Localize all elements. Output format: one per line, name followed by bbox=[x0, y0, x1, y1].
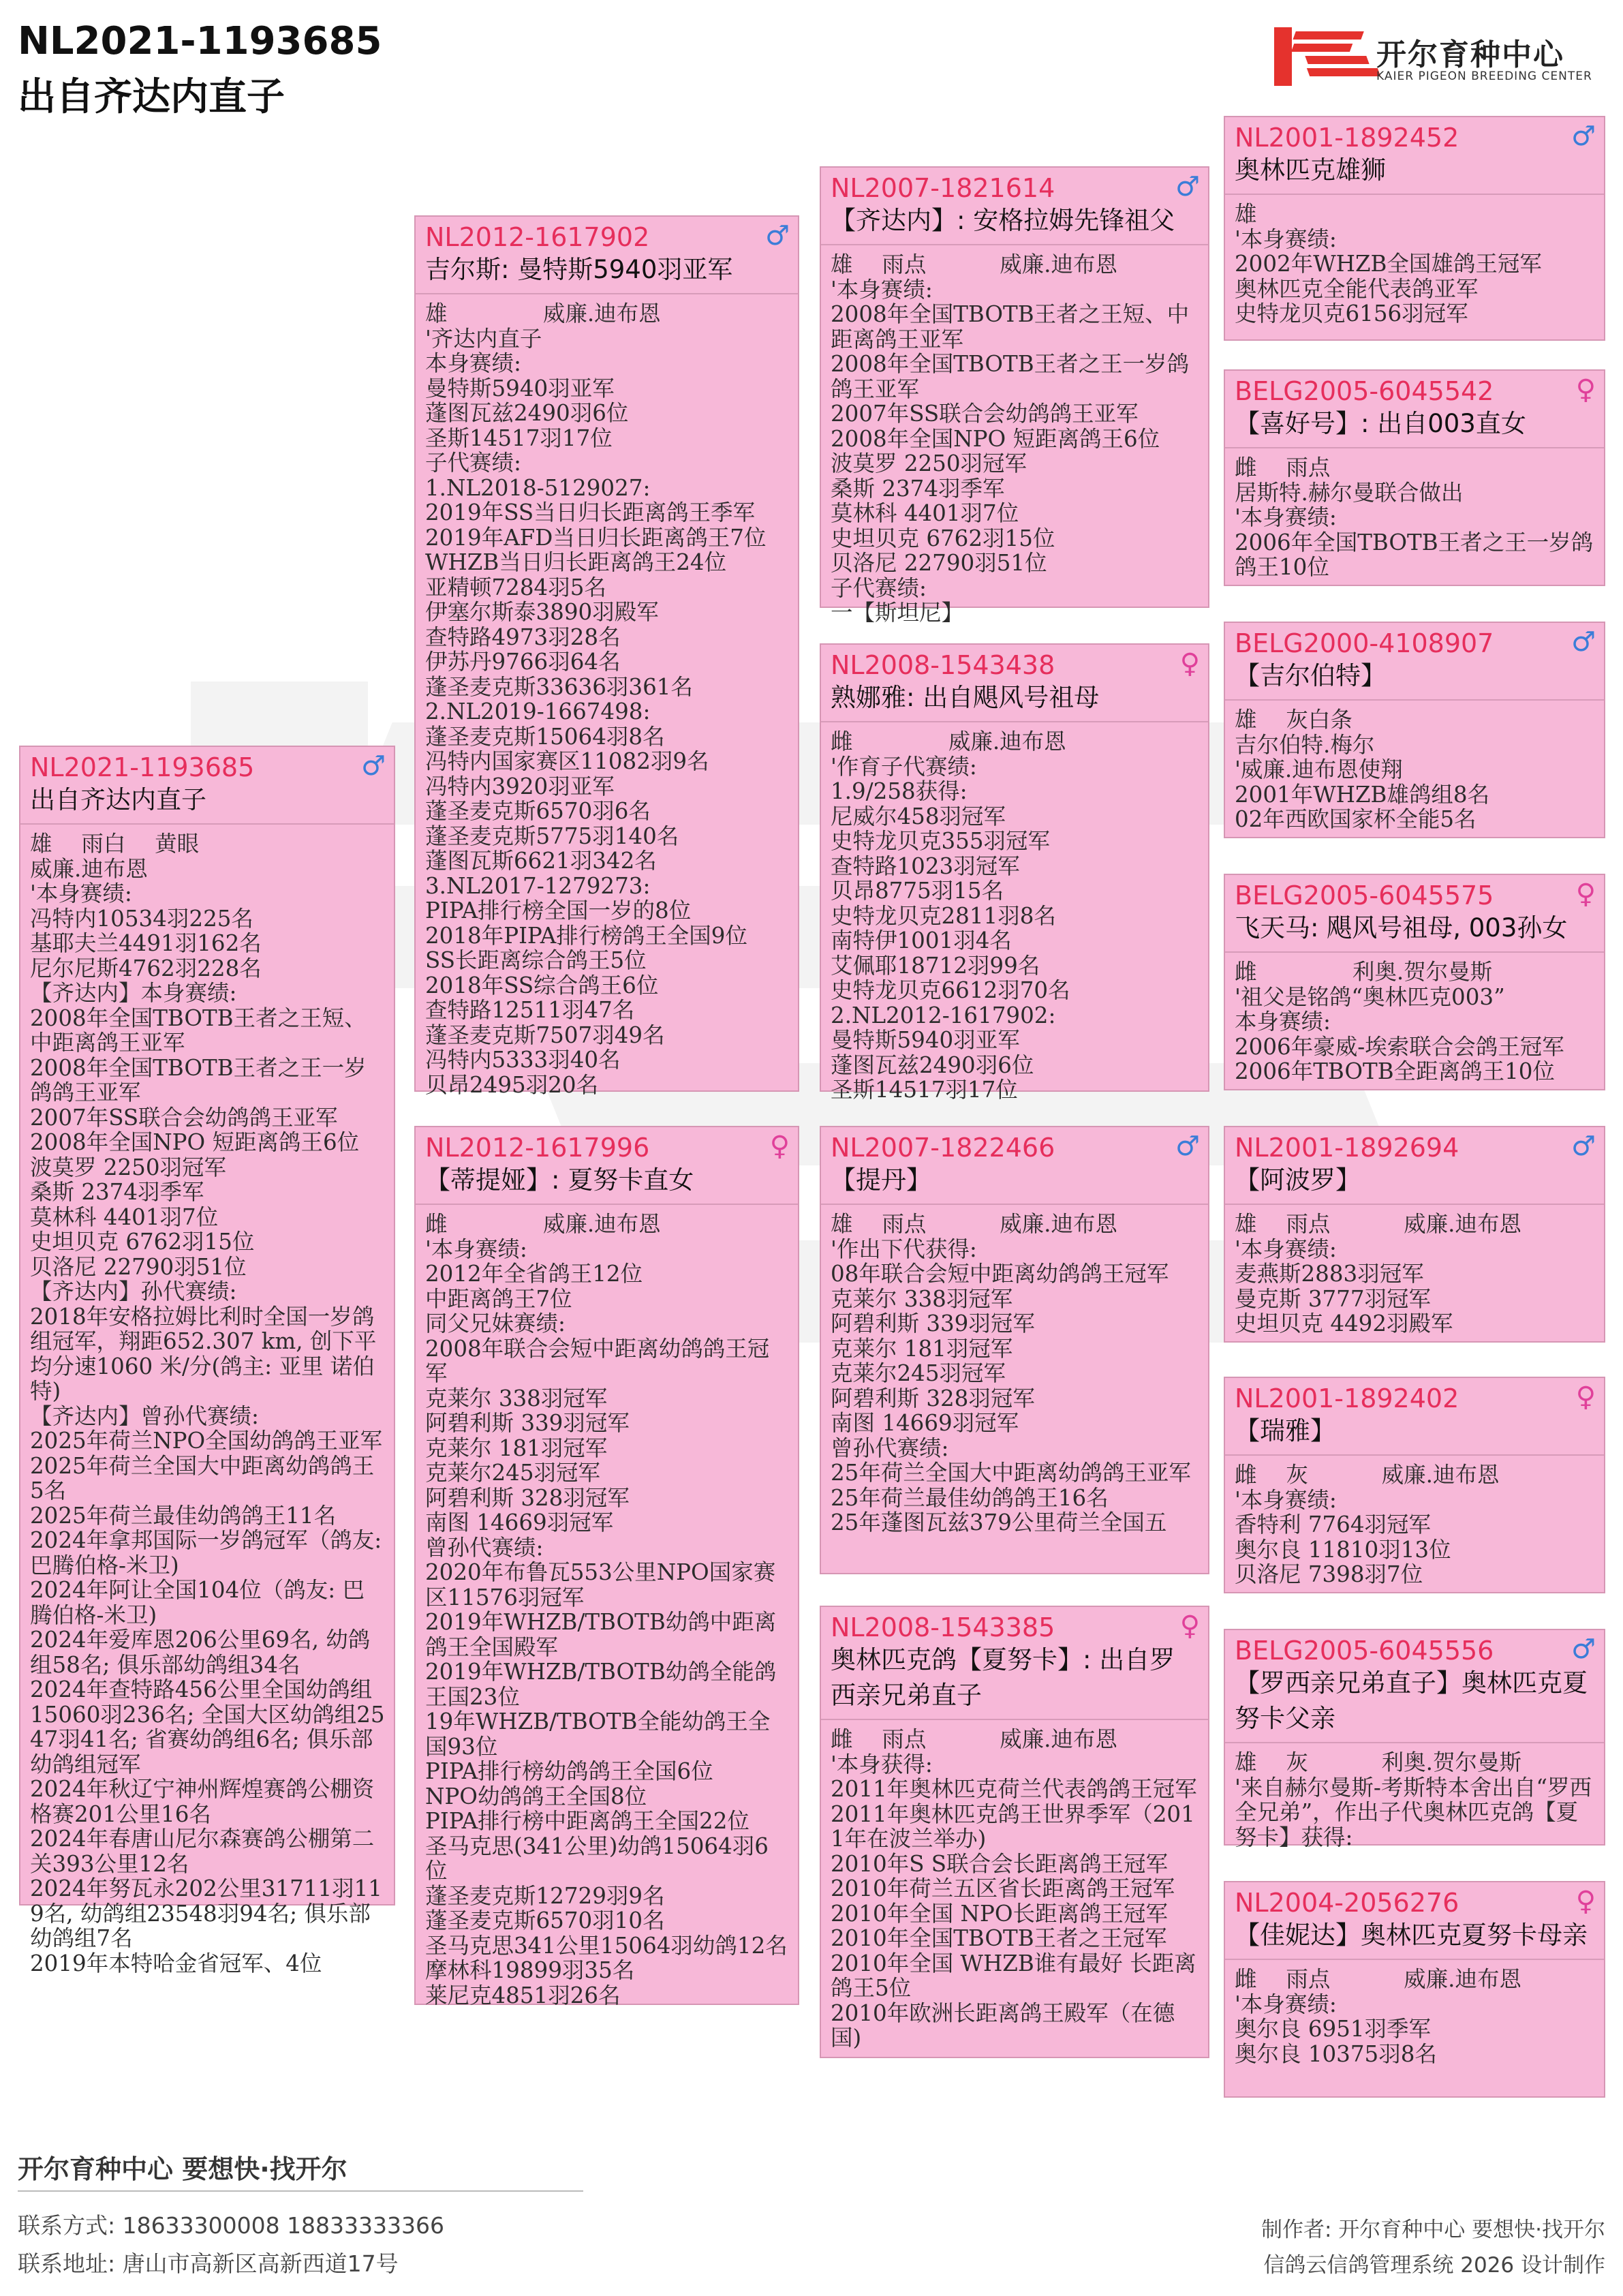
detail-line: '作育子代赛绩: bbox=[831, 753, 977, 780]
detail-line: '本身赛绩: bbox=[425, 1236, 527, 1262]
detail-line: 贝昂8775羽15名 bbox=[831, 878, 1004, 904]
detail-line: 奥尔良 11810羽13位 bbox=[1235, 1536, 1451, 1563]
detail-line: 2018年安格拉姆比利时全国一岁鸽组冠军，翔距652.307 km, 创下平均分速1060 米/分(鸽主: 亚里 诺伯特) bbox=[30, 1303, 377, 1404]
pedigree-card-dam-sire bbox=[820, 1126, 1209, 1574]
detail-line: 麦燕斯2883羽冠军 bbox=[1235, 1261, 1424, 1287]
detail-line: PIPA排行榜中距离鸽王全国22位 bbox=[425, 1808, 749, 1834]
detail-line: 桑斯 2374羽季军 bbox=[30, 1179, 204, 1205]
detail-line: 冯特内3920羽亚军 bbox=[425, 773, 615, 799]
detail-line: WHZB当日归长距离鸽王24位 bbox=[425, 549, 727, 575]
detail-line: 2006年豪威-埃索联合会鸽王冠军 bbox=[1235, 1033, 1564, 1060]
detail-line: 基耶夫兰4491羽162名 bbox=[30, 930, 262, 956]
detail-line: 【齐达内】本身赛绩: bbox=[30, 980, 237, 1006]
pigeon-name: 飞天马: 飓风号祖母, 003孙女 bbox=[1235, 913, 1568, 943]
card-details bbox=[1225, 448, 1604, 580]
female-symbol-icon: ♀ bbox=[1179, 648, 1200, 679]
detail-line: 雄 威廉.迪布恩 bbox=[425, 301, 661, 326]
detail-line: 尼威尔458羽冠军 bbox=[831, 803, 1006, 829]
detail-line: 威廉.迪布恩 bbox=[30, 855, 148, 882]
detail-line: 阿碧利斯 339羽冠军 bbox=[831, 1311, 1035, 1336]
detail-line: 史特龙贝克6612羽70名 bbox=[831, 977, 1070, 1003]
pigeon-name: 【罗西亲兄弟直子】奥林匹克夏努卡父亲 bbox=[1235, 1668, 1588, 1733]
pigeon-name: 【佳妮达】奥林匹克夏努卡母亲 bbox=[1235, 1920, 1588, 1950]
detail-line: 子代赛绩: bbox=[425, 450, 521, 476]
detail-line: 桑斯 2374羽季军 bbox=[831, 475, 1005, 502]
pigeon-name: 【蒂提娅】: 夏努卡直女 bbox=[425, 1165, 694, 1195]
kaier-logo-icon bbox=[1274, 27, 1370, 86]
detail-line: 雌 威廉.迪布恩 bbox=[831, 729, 1066, 754]
detail-line: 25年荷兰全国大中距离幼鸽鸽王亚军 bbox=[831, 1460, 1191, 1486]
detail-line: 曼特斯5940羽亚军 bbox=[831, 1027, 1020, 1053]
detail-line: 奥林匹克全能代表鸽亚军 bbox=[1235, 275, 1479, 302]
detail-line: 波莫罗 2250羽冠军 bbox=[831, 450, 1027, 476]
detail-line: 蓬圣麦克斯7507羽49名 bbox=[425, 1022, 665, 1048]
detail-line: 雄 雨点 威廉.迪布恩 bbox=[1235, 1211, 1521, 1237]
detail-line: 2008年全国TBOTB王者之王短、中距离鸽王亚军 bbox=[30, 1005, 367, 1056]
detail-line: '本身赛绩: bbox=[1235, 1236, 1337, 1262]
detail-line: 2006年全国TBOTB王者之王一岁鸽鸽王10位 bbox=[1235, 529, 1594, 580]
detail-line: 史特龙贝克355羽冠军 bbox=[831, 828, 1051, 854]
card-details bbox=[1225, 1960, 1604, 2066]
pigeon-name: 【阿波罗】 bbox=[1235, 1165, 1361, 1195]
detail-line: 雌 威廉.迪布恩 bbox=[425, 1211, 661, 1237]
logo-chinese-name: 开尔育种中心 bbox=[1376, 37, 1564, 72]
footer-system: 信鸽云信鸽管理系统 2026 设计制作 bbox=[1263, 2253, 1605, 2278]
detail-line: 雄 雨点 威廉.迪布恩 bbox=[831, 251, 1117, 277]
detail-line: '本身赛绩: bbox=[831, 276, 933, 303]
detail-line: 2007年SS联合会幼鸽鸽王亚军 bbox=[30, 1104, 338, 1131]
detail-line: 阿碧利斯 328羽冠军 bbox=[425, 1484, 630, 1511]
detail-line: 2008年全国TBOTB王者之王短、中距离鸽王亚军 bbox=[831, 301, 1190, 352]
pigeon-name: 【瑞雅】 bbox=[1235, 1416, 1335, 1445]
detail-line: 2008年全国TBOTB王者之王一岁鸽鸽王亚军 bbox=[831, 351, 1190, 402]
ring-number: NL2021-1193685 bbox=[30, 752, 255, 782]
detail-line: 雌 雨点 威廉.迪布恩 bbox=[831, 1726, 1117, 1752]
detail-line: 香特利 7764羽冠军 bbox=[1235, 1512, 1432, 1537]
detail-line: 2010年欧洲长距离鸽王殿军（在德国) bbox=[831, 2000, 1175, 2051]
detail-line: 冯特内10534羽225名 bbox=[30, 905, 253, 932]
detail-line: 伊塞尔斯泰3890羽殿军 bbox=[425, 599, 659, 625]
ring-number: NL2008-1543438 bbox=[831, 650, 1055, 680]
detail-line: 蓬图瓦斯6621羽342名 bbox=[425, 848, 657, 874]
detail-line: 本身赛绩: bbox=[1235, 1009, 1331, 1035]
male-symbol-icon: ♂ bbox=[1175, 171, 1200, 202]
detail-line: '齐达内直子 bbox=[425, 325, 542, 352]
address-label: 联系地址: bbox=[18, 2250, 116, 2277]
male-symbol-icon: ♂ bbox=[765, 220, 790, 251]
detail-line: 2010年全国 WHZB谁有最好 长距离鸽王5位 bbox=[831, 1950, 1196, 2001]
detail-line: 2008年全国TBOTB王者之王一岁鸽鸽王亚军 bbox=[30, 1054, 367, 1105]
footer-address bbox=[18, 2246, 399, 2278]
detail-line: 阿碧利斯 328羽冠军 bbox=[831, 1385, 1035, 1411]
pedigree-card-sire-sire bbox=[820, 166, 1209, 626]
female-symbol-icon: ♀ bbox=[1575, 374, 1596, 405]
detail-line: 南图 14669羽冠军 bbox=[831, 1410, 1019, 1436]
pedigree-card-dam bbox=[414, 1126, 799, 2008]
male-symbol-icon: ♂ bbox=[1571, 1634, 1596, 1665]
detail-line: '来自赫尔曼斯-考斯特本舍出自“罗西全兄弟”，作出子代奥林匹克鸽【夏努卡】获得: bbox=[1235, 1774, 1592, 1850]
detail-line: 克莱尔245羽冠军 bbox=[425, 1460, 601, 1486]
detail-line: 查特路1023羽冠军 bbox=[831, 853, 1020, 879]
card-details bbox=[1225, 195, 1604, 326]
ring-number: NL2001-1892452 bbox=[1235, 123, 1459, 153]
footer-contact bbox=[18, 2208, 444, 2240]
pigeon-name: 【吉尔伯特】 bbox=[1235, 661, 1386, 690]
pedigree-card-ds-dam bbox=[1224, 1377, 1605, 1593]
detail-line: 2012年全省鸽王12位 bbox=[425, 1261, 643, 1287]
detail-line: '本身赛绩: bbox=[30, 881, 132, 906]
detail-line: 曾孙代赛绩: bbox=[831, 1435, 949, 1461]
detail-line: 雌 灰 威廉.迪布恩 bbox=[1235, 1462, 1500, 1488]
detail-line: '本身赛绩: bbox=[1235, 504, 1337, 530]
card-details bbox=[1225, 1205, 1604, 1336]
detail-line: 贝洛尼 22790羽51位 bbox=[30, 1253, 247, 1280]
detail-line: 蓬圣麦克斯15064羽8名 bbox=[425, 723, 665, 750]
card-details bbox=[416, 1205, 798, 2008]
pigeon-name: 奥林匹克鸽【夏努卡】: 出自罗西亲兄弟直子 bbox=[831, 1645, 1175, 1710]
detail-line: 25年荷兰最佳幼鸽鸽王16名 bbox=[831, 1484, 1109, 1511]
pigeon-name: 出自齐达内直子 bbox=[30, 785, 206, 814]
pedigree-card-ds-sire bbox=[1224, 1126, 1605, 1343]
detail-line: '本身赛绩: bbox=[1235, 1991, 1337, 2017]
detail-line: 2024年努瓦永202公里31711羽119名, 幼鸽组23548羽94名; 俱乐部幼鸽组7名 bbox=[30, 1876, 382, 1951]
detail-line: 2010年荷兰五区省长距离鸽王冠军 bbox=[831, 1876, 1175, 1901]
male-symbol-icon: ♂ bbox=[1571, 626, 1596, 658]
detail-line: 艾佩耶18712羽99名 bbox=[831, 952, 1040, 979]
female-symbol-icon: ♀ bbox=[1179, 1610, 1200, 1642]
card-details bbox=[1225, 953, 1604, 1084]
detail-line: 史坦贝克 6762羽15位 bbox=[831, 525, 1055, 551]
detail-line: 圣马克思341公里15064羽幼鸽12名 bbox=[425, 1932, 788, 1959]
detail-line: 南特伊1001羽4名 bbox=[831, 928, 1012, 953]
detail-line: 雌 雨点 bbox=[1235, 455, 1331, 480]
ring-number: NL2007-1822466 bbox=[831, 1133, 1055, 1163]
female-symbol-icon: ♀ bbox=[1575, 1886, 1596, 1917]
detail-line: 史坦贝克 6762羽15位 bbox=[30, 1229, 255, 1255]
detail-line: 08年联合会短中距离幼鸽鸽王冠军 bbox=[831, 1261, 1169, 1287]
footer-slogan: 开尔育种中心 要想快·找开尔 bbox=[18, 2154, 347, 2184]
card-details bbox=[821, 722, 1208, 1103]
card-details bbox=[821, 1720, 1208, 2051]
pigeon-name: 熟娜雅: 出自飓风号祖母 bbox=[831, 683, 1100, 712]
detail-line: 2010年全国TBOTB王者之王冠军 bbox=[831, 1925, 1167, 1951]
pedigree-card-sire bbox=[414, 215, 799, 1098]
detail-line: 蓬图瓦兹2490羽6位 bbox=[831, 1052, 1034, 1078]
page-title-subtitle: 出自齐达内直子 bbox=[18, 75, 285, 119]
detail-line: 2011年奥林匹克鸽王世界季军（2011年在波兰举办) bbox=[831, 1801, 1195, 1852]
ring-number: NL2004-2056276 bbox=[1235, 1888, 1459, 1918]
female-symbol-icon: ♀ bbox=[769, 1131, 790, 1162]
male-symbol-icon: ♂ bbox=[361, 750, 386, 782]
logo-english-name: KAIER PIGEON BREEDING CENTER bbox=[1376, 70, 1592, 83]
detail-line: 蓬圣麦克斯5775羽140名 bbox=[425, 823, 679, 849]
detail-line: 冯特内国家赛区11082羽9名 bbox=[425, 748, 709, 774]
ring-number: NL2007-1821614 bbox=[831, 173, 1055, 203]
ring-number: BELG2000-4108907 bbox=[1235, 628, 1494, 658]
detail-line: 【齐达内】曾孙代赛绩: bbox=[30, 1403, 259, 1429]
detail-line: 2008年全国NPO 短距离鸽王6位 bbox=[30, 1129, 360, 1155]
detail-line: 雄 bbox=[1235, 201, 1257, 227]
card-details bbox=[821, 245, 1208, 626]
detail-line: 贝洛尼 7398羽7位 bbox=[1235, 1561, 1423, 1587]
detail-line: 2025年荷兰最佳幼鸽鸽王11名 bbox=[30, 1502, 337, 1529]
detail-line: 圣马克思(341公里)幼鸽15064羽6位 bbox=[425, 1833, 769, 1884]
male-symbol-icon: ♂ bbox=[1175, 1131, 1200, 1162]
card-details bbox=[416, 294, 798, 1097]
brand-logo bbox=[1274, 27, 1608, 89]
detail-line: 2019年WHZB/TBOTB幼鸽中距离鸽王全国殿军 bbox=[425, 1609, 777, 1660]
detail-line: 雄 灰 利奥.贺尔曼斯 bbox=[1235, 1749, 1521, 1775]
ring-number: NL2001-1892694 bbox=[1235, 1133, 1459, 1163]
detail-line: 克莱尔 338羽冠军 bbox=[425, 1385, 608, 1411]
detail-line: 2011年奥林匹克荷兰代表鸽鸽王冠军 bbox=[831, 1776, 1197, 1802]
ring-number: NL2012-1617996 bbox=[425, 1133, 650, 1163]
pigeon-name: 奥林匹克雄狮 bbox=[1235, 155, 1386, 185]
male-symbol-icon: ♂ bbox=[1571, 1131, 1596, 1162]
detail-line: 子代赛绩: bbox=[831, 575, 927, 601]
detail-line: 2024年查特路456公里全国幼鸽组15060羽236名; 全国大区幼鸽组2547羽41名; 省赛幼鸽组6名; 俱乐部幼鸽组冠军 bbox=[30, 1677, 385, 1777]
card-details bbox=[1225, 701, 1604, 832]
detail-line: 南图 14669羽冠军 bbox=[425, 1510, 614, 1535]
pedigree-card-sire-dam bbox=[820, 643, 1209, 1103]
detail-line: 蓬圣麦克斯33636羽361名 bbox=[425, 673, 693, 700]
detail-line: 本身赛绩: bbox=[425, 350, 521, 376]
detail-line: 莫林科 4401羽7位 bbox=[831, 500, 1019, 526]
detail-line: 波莫罗 2250羽冠军 bbox=[30, 1154, 227, 1180]
detail-line: 2006年TBOTB全距离鸽王10位 bbox=[1235, 1058, 1555, 1084]
detail-line: 吉尔伯特.梅尔 bbox=[1235, 731, 1375, 758]
detail-line: 2001年WHZB雄鸽组8名 bbox=[1235, 781, 1490, 808]
pigeon-name: 【喜好号】: 出自003直女 bbox=[1235, 409, 1526, 438]
card-details bbox=[1225, 1456, 1604, 1587]
pedigree-card-ss-dam bbox=[1224, 369, 1605, 586]
detail-line: 2024年拿邦国际一岁鸽冠军（鸽友: 巴腾伯格-米卫) bbox=[30, 1527, 389, 1578]
detail-line: 【齐达内】孙代赛绩: bbox=[30, 1279, 237, 1304]
detail-line: 2008年联合会短中距离幼鸽鸽王冠军 bbox=[425, 1335, 770, 1386]
detail-line: 一【斯坦尼】 bbox=[831, 600, 964, 626]
detail-line: 圣斯14517羽17位 bbox=[831, 1077, 1018, 1103]
detail-line: 蓬图瓦兹2490羽6位 bbox=[425, 400, 629, 426]
detail-line: NPO幼鸽鸽王全国8位 bbox=[425, 1783, 647, 1809]
detail-line: 2024年爱库恩206公里69名, 幼鸽组58名; 俱乐部幼鸽组34名 bbox=[30, 1627, 371, 1678]
detail-line: 2010年S S联合会长距离鸽王冠军 bbox=[831, 1850, 1169, 1877]
detail-line: 曼特斯5940羽亚军 bbox=[425, 375, 615, 401]
detail-line: 2019年本特哈金省冠军、4位 bbox=[30, 1950, 322, 1976]
female-symbol-icon: ♀ bbox=[1575, 878, 1596, 910]
detail-line: 阿碧利斯 339羽冠军 bbox=[425, 1410, 630, 1436]
detail-line: 3.NL2017-1279273: bbox=[425, 872, 651, 899]
pedigree-card-dd-dam bbox=[1224, 1881, 1605, 2098]
detail-line: 2008年全国NPO 短距离鸽王6位 bbox=[831, 425, 1160, 452]
detail-line: 2025年荷兰全国大中距离幼鸽鸽王5名 bbox=[30, 1452, 375, 1503]
detail-line: '作出下代获得: bbox=[831, 1236, 977, 1262]
detail-line: 居斯特.赫尔曼联合做出 bbox=[1235, 479, 1464, 506]
detail-line: 19年WHZB/TBOTB全能幼鸽王全国93位 bbox=[425, 1709, 771, 1760]
detail-line: '威廉.迪布恩使翔 bbox=[1235, 756, 1403, 782]
card-details bbox=[20, 825, 394, 1976]
pedigree-card-sd-sire bbox=[1224, 622, 1605, 838]
detail-line: 贝昂2495羽20名 bbox=[425, 1071, 599, 1098]
detail-line: 尼尔尼斯4762羽228名 bbox=[30, 955, 262, 981]
pedigree-card-ss-sire bbox=[1224, 116, 1605, 341]
detail-line: 2020年布鲁瓦553公里NPO国家赛区11576羽冠军 bbox=[425, 1559, 776, 1610]
detail-line: 雄 雨点 威廉.迪布恩 bbox=[831, 1211, 1117, 1237]
detail-line: 2024年春唐山尼尔森赛鸽公棚第二关393公里12名 bbox=[30, 1826, 375, 1877]
detail-line: 史特龙贝克6156羽冠军 bbox=[1235, 301, 1468, 326]
detail-line: 2018年PIPA排行榜鸽王全国9位 bbox=[425, 922, 747, 949]
detail-line: '本身获得: bbox=[831, 1751, 933, 1777]
detail-line: 1.9/258获得: bbox=[831, 778, 968, 804]
ring-number: NL2008-1543385 bbox=[831, 1612, 1055, 1642]
male-symbol-icon: ♂ bbox=[1571, 121, 1596, 152]
detail-line: SS长距离综合鸽王5位 bbox=[425, 947, 647, 973]
detail-line: 曾孙代赛绩: bbox=[425, 1534, 544, 1561]
pigeon-name: 【齐达内】: 安格拉姆先锋祖父 bbox=[831, 206, 1175, 235]
ring-number: BELG2005-6045575 bbox=[1235, 881, 1494, 910]
detail-line: 冯特内5333羽40名 bbox=[425, 1047, 621, 1073]
detail-line: 查特路4973羽28名 bbox=[425, 624, 621, 650]
pedigree-card-subject bbox=[19, 746, 395, 1976]
detail-line: 2010年全国 NPO长距离鸽王冠军 bbox=[831, 1900, 1168, 1927]
contact-label: 联系方式: bbox=[18, 2212, 116, 2239]
page-title-ring: NL2021-1193685 bbox=[18, 19, 382, 63]
detail-line: 2.NL2019-1667498: bbox=[425, 699, 651, 724]
detail-line: 圣斯14517羽17位 bbox=[425, 425, 613, 451]
detail-line: 2019年AFD当日归长距离鸽王7位 bbox=[425, 524, 767, 551]
detail-line: PIPA排行榜全国一岁的8位 bbox=[425, 898, 692, 923]
detail-line: 伊苏丹9766羽64名 bbox=[425, 649, 621, 675]
footer-maker: 制作者: 开尔育种中心 要想快·找开尔 bbox=[1261, 2218, 1605, 2242]
pedigree-card-dd-sire bbox=[1224, 1629, 1605, 1850]
detail-line: 2024年秋辽宁神州辉煌赛鸽公棚资格赛201公里16名 bbox=[30, 1776, 375, 1827]
card-details bbox=[1225, 1743, 1604, 1850]
footer-divider bbox=[18, 2190, 583, 2192]
pedigree-card-dam-dam bbox=[820, 1606, 1209, 2058]
detail-line: 亚精顿7284羽5名 bbox=[425, 574, 606, 600]
detail-line: 2.NL2012-1617902: bbox=[831, 1002, 1056, 1028]
address-value: 唐山市高新区高新西道17号 bbox=[122, 2250, 399, 2277]
detail-line: 莫林科 4401羽7位 bbox=[30, 1204, 219, 1230]
detail-line: '本身赛绩: bbox=[1235, 1486, 1337, 1513]
ring-number: BELG2005-6045556 bbox=[1235, 1636, 1494, 1666]
detail-line: 克莱尔 338羽冠军 bbox=[831, 1285, 1013, 1312]
ring-number: NL2012-1617902 bbox=[425, 222, 650, 252]
detail-line: 莱尼克4851羽26名 bbox=[425, 1982, 621, 2008]
ring-number: NL2001-1892402 bbox=[1235, 1383, 1459, 1413]
detail-line: '本身赛绩: bbox=[1235, 226, 1337, 252]
detail-line: 查特路12511羽47名 bbox=[425, 997, 635, 1023]
detail-line: 2018年SS综合鸽王6位 bbox=[425, 972, 659, 998]
detail-line: 克莱尔 181羽冠军 bbox=[425, 1435, 608, 1461]
detail-line: 2025年荷兰NPO全国幼鸽鸽王亚军 bbox=[30, 1428, 383, 1454]
detail-line: 史坦贝克 4492羽殿军 bbox=[1235, 1311, 1453, 1336]
detail-line: 蓬圣麦克斯6570羽10名 bbox=[425, 1908, 665, 1933]
detail-line: 2024年阿让全国104位（鸽友: 巴腾伯格-米卫) bbox=[30, 1577, 365, 1628]
detail-line: 同父兄妹赛绩: bbox=[425, 1311, 566, 1336]
contact-phone: 18633300008 18833333366 bbox=[122, 2212, 445, 2239]
ring-number: BELG2005-6045542 bbox=[1235, 376, 1494, 406]
detail-line: 雌 雨点 威廉.迪布恩 bbox=[1235, 1966, 1521, 1992]
detail-line: 2007年SS联合会幼鸽鸽王亚军 bbox=[831, 401, 1139, 427]
detail-line: 雄 雨白 黄眼 bbox=[30, 831, 200, 857]
detail-line: 中距离鸽王7位 bbox=[425, 1285, 572, 1312]
detail-line: 克莱尔 181羽冠军 bbox=[831, 1335, 1013, 1362]
pigeon-name: 吉尔斯: 曼特斯5940羽亚军 bbox=[425, 255, 733, 284]
detail-line: PIPA排行榜幼鸽鸽王全国6位 bbox=[425, 1758, 713, 1784]
detail-line: 1.NL2018-5129027: bbox=[425, 474, 651, 501]
pigeon-name: 【提丹】 bbox=[831, 1165, 931, 1195]
detail-line: 2019年WHZB/TBOTB幼鸽全能鸽王国23位 bbox=[425, 1659, 777, 1710]
detail-line: 雄 灰白条 bbox=[1235, 707, 1352, 733]
detail-line: 奥尔良 6951羽季军 bbox=[1235, 2016, 1432, 2042]
detail-line: 25年蓬图瓦兹379公里荷兰全国五 bbox=[831, 1510, 1167, 1535]
detail-line: 蓬圣麦克斯6570羽6名 bbox=[425, 798, 651, 824]
detail-line: 2019年SS当日归长距离鸽王季军 bbox=[425, 500, 756, 525]
detail-line: 奥尔良 10375羽8名 bbox=[1235, 2040, 1437, 2067]
female-symbol-icon: ♀ bbox=[1575, 1381, 1596, 1413]
detail-line: 雌 利奥.贺尔曼斯 bbox=[1235, 959, 1493, 985]
card-details bbox=[821, 1205, 1208, 1535]
detail-line: 曼克斯 3777羽冠军 bbox=[1235, 1285, 1432, 1312]
detail-line: 蓬圣麦克斯12729羽9名 bbox=[425, 1882, 665, 1909]
pedigree-card-sd-dam bbox=[1224, 874, 1605, 1090]
detail-line: 史特龙贝克2811羽8名 bbox=[831, 902, 1056, 929]
detail-line: 2002年WHZB全国雄鸽王冠军 bbox=[1235, 251, 1542, 277]
detail-line: 摩林科19899羽35名 bbox=[425, 1957, 635, 1983]
detail-line: '祖父是铭鸽“奥林匹克003” bbox=[1235, 983, 1505, 1010]
detail-line: 贝洛尼 22790羽51位 bbox=[831, 550, 1047, 576]
detail-line: 02年西欧国家杯全能5名 bbox=[1235, 806, 1477, 832]
detail-line: 克莱尔245羽冠军 bbox=[831, 1360, 1006, 1386]
